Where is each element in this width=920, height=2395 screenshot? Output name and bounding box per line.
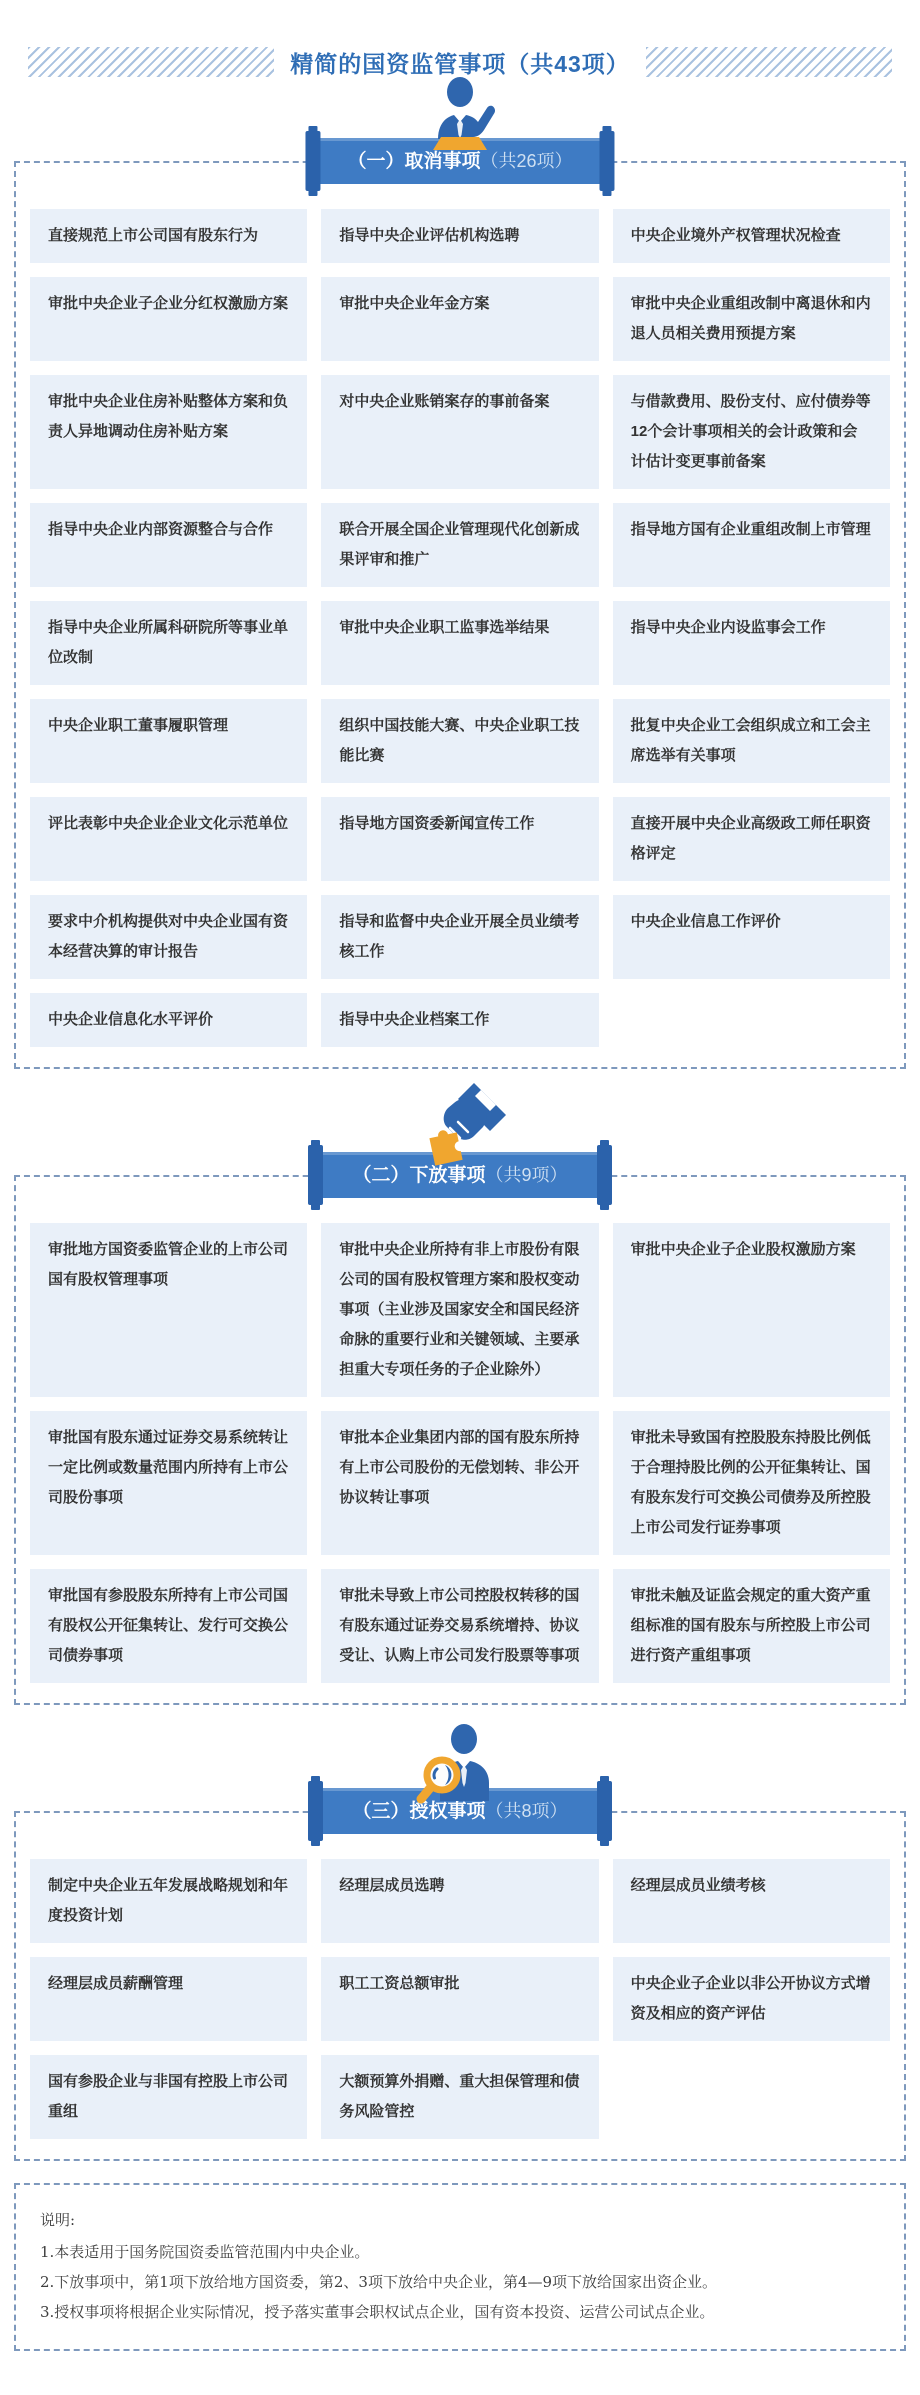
section-title: （二）下放事项 xyxy=(352,1165,486,1186)
item-cell: 经理层成员业绩考核 xyxy=(613,1859,890,1943)
item-cell: 审批未导致上市公司控股权转移的国有股东通过证券交易系统增持、协议受让、认购上市公司发行股票等事项 xyxy=(321,1569,598,1683)
section-delegated-items xyxy=(14,1165,906,1705)
section-authorized-items xyxy=(14,1801,906,2161)
item-cell: 对中央企业账销案存的事前备案 xyxy=(321,375,598,489)
note-line: 1.本表适用于国务院国资委监管范围内中央企业。 xyxy=(40,2243,370,2261)
item-cell: 中央企业职工董事履职管理 xyxy=(30,699,307,783)
item-cell: 中央企业子企业以非公开协议方式增资及相应的资产评估 xyxy=(613,1957,890,2041)
hatch-stripe-left xyxy=(28,47,274,77)
banner-post-left-icon xyxy=(305,131,320,191)
item-cell: 审批中央企业子企业股权激励方案 xyxy=(613,1223,890,1397)
item-cell: 审批国有股东通过证券交易系统转让一定比例或数量范围内所持有上市公司股份事项 xyxy=(30,1411,307,1555)
hatch-stripe-right xyxy=(646,47,892,77)
item-cell: 直接规范上市公司国有股东行为 xyxy=(30,209,307,263)
item-cell: 批复中央企业工会组织成立和工会主席选举有关事项 xyxy=(613,699,890,783)
banner-post-right-icon xyxy=(600,131,615,191)
notes-label: 说明: xyxy=(40,2211,76,2229)
notes-list xyxy=(40,2237,880,2327)
section-count: （共26项） xyxy=(480,151,573,171)
person-magnifier-icon xyxy=(412,1723,508,1805)
item-cell: 职工工资总额审批 xyxy=(321,1957,598,2041)
item-cell: 指导中央企业档案工作 xyxy=(321,993,598,1047)
item-cell: 中央企业境外产权管理状况检查 xyxy=(613,209,890,263)
item-cell: 审批国有参股股东所持有上市公司国有股权公开征集转让、发行可交换公司债券事项 xyxy=(30,1569,307,1683)
page-header xyxy=(0,45,920,79)
item-cell: 指导中央企业内设监事会工作 xyxy=(613,601,890,685)
item-cell: 经理层成员薪酬管理 xyxy=(30,1957,307,2041)
item-cell: 评比表彰中央企业企业文化示范单位 xyxy=(30,797,307,881)
item-cell: 审批本企业集团内部的国有股东所持有上市公司股份的无偿划转、非公开协议转让事项 xyxy=(321,1411,598,1555)
section-count: （共8项） xyxy=(485,1801,568,1821)
item-cell: 审批中央企业子企业分红权激励方案 xyxy=(30,277,307,361)
item-cell: 审批中央企业重组改制中离退休和内退人员相关费用预提方案 xyxy=(613,277,890,361)
item-cell: 中央企业信息工作评价 xyxy=(613,895,890,979)
item-cell: 指导地方国有企业重组改制上市管理 xyxy=(613,503,890,587)
items-grid xyxy=(30,1859,890,2139)
note-line: 3.授权事项将根据企业实际情况，授予落实董事会职权试点企业，国有资本投资、运营公司试点企业。 xyxy=(40,2303,715,2321)
notes-box xyxy=(14,2183,906,2351)
banner-post-right-icon xyxy=(597,1781,612,1841)
section-box xyxy=(14,1811,906,2161)
item-cell: 直接开展中央企业高级政工师任职资格评定 xyxy=(613,797,890,881)
item-cell: 审批未触及证监会规定的重大资产重组标准的国有股东与所控股上市公司进行资产重组事项 xyxy=(613,1569,890,1683)
items-grid xyxy=(30,209,890,1047)
section-title: （三）授权事项 xyxy=(352,1801,486,1822)
banner-post-right-icon xyxy=(597,1145,612,1205)
item-cell: 审批中央企业职工监事选举结果 xyxy=(321,601,598,685)
item-cell: 指导中央企业所属科研院所等事业单位改制 xyxy=(30,601,307,685)
item-cell: 要求中介机构提供对中央企业国有资本经营决算的审计报告 xyxy=(30,895,307,979)
item-cell: 指导中央企业内部资源整合与合作 xyxy=(30,503,307,587)
item-cell: 审批中央企业所持有非上市股份有限公司的国有股权管理方案和股权变动事项（主业涉及国家安全和国民经济命脉的重要行业和关键领域、主要承担重大专项任务的子企业除外） xyxy=(321,1223,598,1397)
section-cancelled-items xyxy=(14,151,906,1069)
item-cell: 组织中国技能大赛、中央企业职工技能比赛 xyxy=(321,699,598,783)
item-cell: 与借款费用、股份支付、应付债券等12个会计事项相关的会计政策和会计估计变更事前备案 xyxy=(613,375,890,489)
item-cell: 审批地方国资委监管企业的上市公司国有股权管理事项 xyxy=(30,1223,307,1397)
section-count: （共9项） xyxy=(485,1165,568,1185)
item-cell: 国有参股企业与非国有控股上市公司重组 xyxy=(30,2055,307,2139)
section-box xyxy=(14,161,906,1069)
item-cell: 指导地方国资委新闻宣传工作 xyxy=(321,797,598,881)
speaker-podium-icon xyxy=(412,77,508,155)
item-cell: 大额预算外捐赠、重大担保管理和债务风险管控 xyxy=(321,2055,598,2139)
item-cell: 经理层成员选聘 xyxy=(321,1859,598,1943)
item-cell: 指导和监督中央企业开展全员业绩考核工作 xyxy=(321,895,598,979)
item-cell: 审批中央企业住房补贴整体方案和负责人异地调动住房补贴方案 xyxy=(30,375,307,489)
page-title: 精简的国资监管事项（共43项） xyxy=(290,50,630,77)
item-cell: 中央企业信息化水平评价 xyxy=(30,993,307,1047)
hand-puzzle-icon xyxy=(414,1083,506,1169)
banner-post-left-icon xyxy=(308,1781,323,1841)
note-line: 2.下放事项中，第1项下放给地方国资委，第2、3项下放给中央企业，第4—9项下放给国家出资企业。 xyxy=(40,2273,718,2291)
item-cell: 审批中央企业年金方案 xyxy=(321,277,598,361)
items-grid xyxy=(30,1223,890,1683)
banner-post-left-icon xyxy=(308,1145,323,1205)
item-cell: 联合开展全国企业管理现代化创新成果评审和推广 xyxy=(321,503,598,587)
section-box xyxy=(14,1175,906,1705)
item-cell: 审批未导致国有控股股东持股比例低于合理持股比例的公开征集转让、国有股东发行可交换公司债券及所控股上市公司发行证券事项 xyxy=(613,1411,890,1555)
section-title: （一）取消事项 xyxy=(347,151,481,172)
item-cell: 指导中央企业评估机构选聘 xyxy=(321,209,598,263)
item-cell: 制定中央企业五年发展战略规划和年度投资计划 xyxy=(30,1859,307,1943)
